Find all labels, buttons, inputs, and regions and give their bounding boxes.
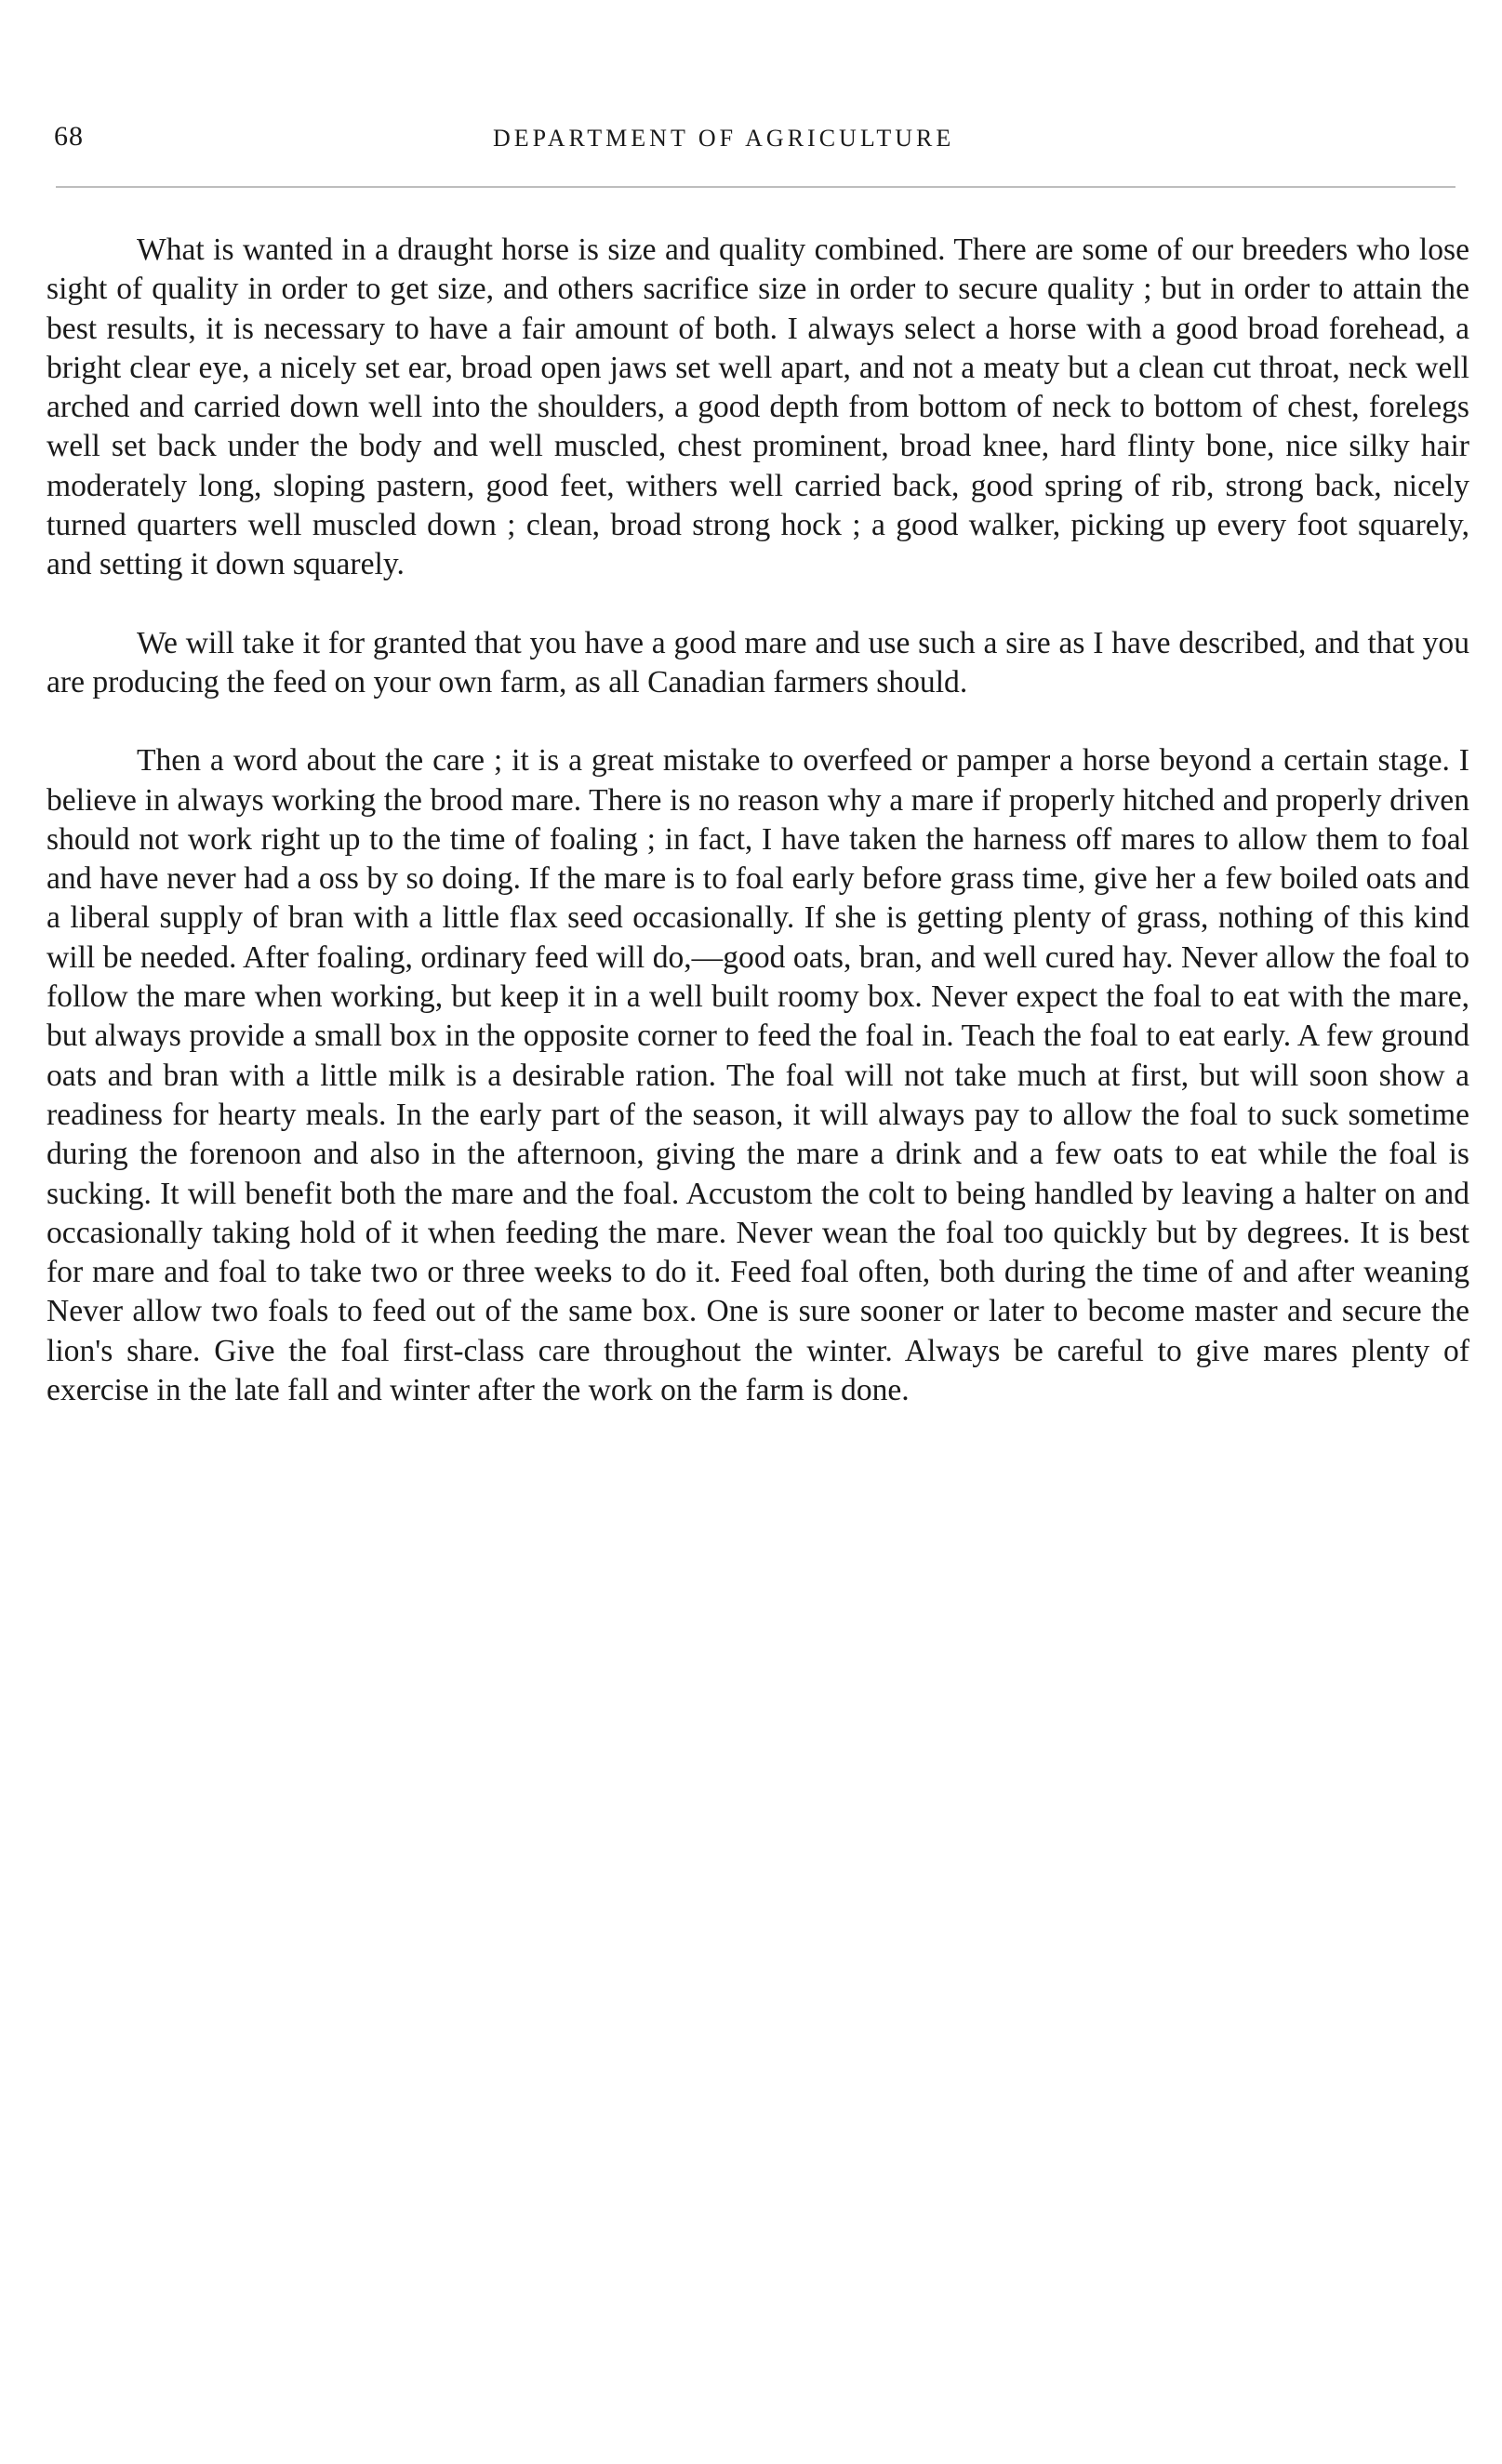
paragraph-mare-and-sire: We will take it for granted that you have a good mare and use such a sire as I have described, and that you are producing the feed on your own farm, as all Canadian farmers should. xyxy=(47,625,1469,699)
page-number: 68 xyxy=(54,121,84,152)
header-rule xyxy=(56,186,1455,188)
paragraph-horse-qualities: What is wanted in a draught horse is size and quality combined. There are some of our breeders who lose sight of quality in order to get size, and others sacrifice size in order to secure quality ; but in order to attain the best results, it is necessary to have a fair amount of both. I always select a horse with a good broad forehead, a bright clear eye, a nicely set ear, broad open jaws set well apart, and not a meaty but a clean cut throat, neck well arched and carried down well into the shoulders, a good depth from bottom of neck to bottom of chest, forelegs well set back under the body and well muscled, chest prominent, broad knee, hard flinty bone, nice silky hair moderately long, sloping pastern, good feet, withers well carried back, good spring of rib, strong back, nicely turned quarters well muscled down ; clean, broad strong hock ; a good walker, picking up every foot squarely, and setting it down squarely. xyxy=(47,233,1469,582)
running-head: DEPARTMENT OF AGRICULTURE xyxy=(493,125,955,152)
body-text xyxy=(47,231,1469,1410)
paragraph-care-and-feeding: Then a word about the care ; it is a great mistake to overfeed or pamper a horse beyond a certain stage. I believe in always working the brood mare. There is no reason why a mare if properly hitched and properly driven should not work right up to the time of foaling ; in fact, I have taken the harness off mares to allow them to foal and have never had a oss by so doing. If the mare is to foal early before grass time, give her a few boiled oats and a liberal supply of bran with a little flax seed occasionally. If she is getting plenty of grass, nothing of this kind will be needed. After foaling, ordinary feed will do,—good oats, bran, and well cured hay. Never allow the foal to follow the mare when working, but keep it in a well built roomy box. Never expect the foal to eat with the mare, but always provide a small box in the opposite corner to feed the foal in. Teach the foal to eat early. A few ground oats and bran with a little milk is a desirable ration. The foal will not take much at first, but will soon show a readiness for hearty meals. In the early part of the season, it will always pay to allow the foal to suck sometime during the forenoon and also in the afternoon, giving the mare a drink and a few oats to eat while the foal is sucking. It will benefit both the mare and the foal. Accustom the colt to being handled by leaving a halter on and occasionally taking hold of it when feeding the mare. Never wean the foal too quickly but by degrees. It is best for mare and foal to take two or three weeks to do it. Feed foal often, both during the time of and after weaning Never allow two foals to feed out of the same box. One is sure sooner or later to become master and secure the lion's share. Give the foal first-class care throughout the winter. Always be careful to give mares plenty of exercise in the late fall and winter after the work on the farm is done. xyxy=(47,743,1469,1408)
